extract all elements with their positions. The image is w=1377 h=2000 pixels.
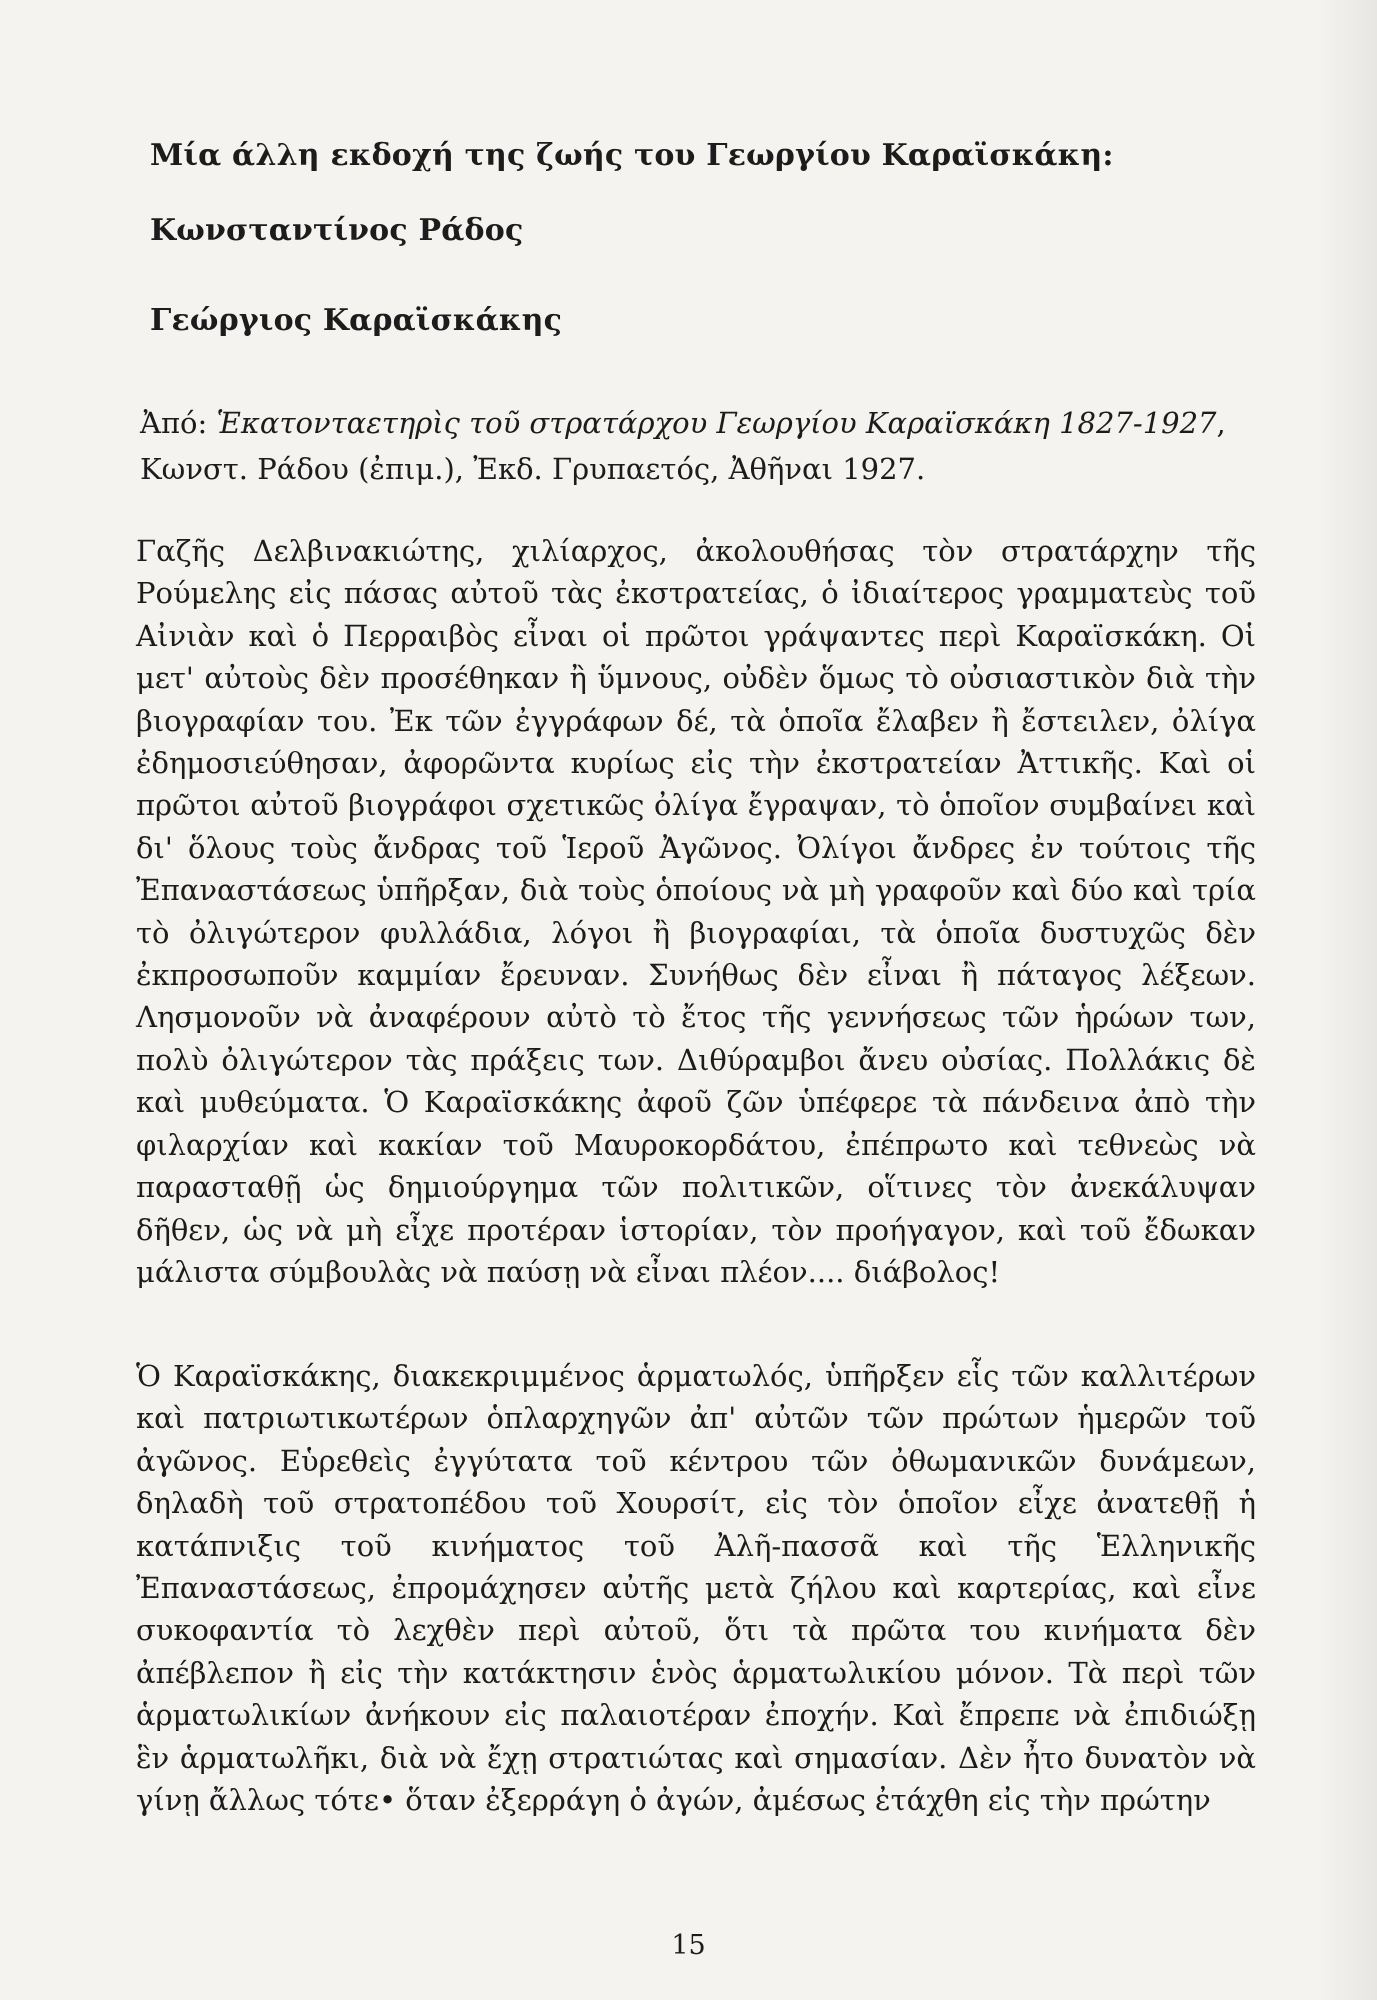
paragraph-2: Ὁ Καραϊσκάκης, διακεκριμμένος ἁρματωλός, ὑπῆρξεν εἷς τῶν καλλιτέρων καὶ πατριωτικωτέρων ὁπλαρχηγῶν ἀπ' αὐτῶν τῶν πρώτων ἡμερῶν τοῦ ἀγῶνος. Εὑρεθεὶς ἐγγύτατα τοῦ κέντρου τῶν ὀθωμανικῶν δυνάμεων, δηλαδὴ τοῦ στρατοπέδου τοῦ Χουρσίτ, εἰς τὸν ὁποῖον εἶχε ἀνατεθῇ ἡ κατάπνιξις τοῦ κινήματος τοῦ Ἀλῆ-πασσᾶ καὶ τῆς Ἑλληνικῆς Ἐπαναστάσεως, ἐπρομάχησεν αὐτῆς μετὰ ζήλου καὶ καρτερίας, καὶ εἶνε συκοφαντία τὸ λεχθὲν περὶ αὐτοῦ, ὅτι τὰ πρῶτα του κινήματα δὲν ἀπέβλεπον ἢ εἰς τὴν κατάκτησιν ἑνὸς ἁρματωλικίου μόνον. Τὰ περὶ τῶν ἁρματωλικίων ἀνήκουν εἰς παλαιοτέραν ἐποχήν. Καὶ ἔπρεπε νὰ ἐπιδιώξῃ ἓν ἁρματωλῆκι, διὰ νὰ ἔχῃ στρατιώτας καὶ σημασίαν. Δὲν ἦτο δυνατὸν νὰ γίνῃ ἄλλως τότε• ὅταν ἐξερράγη ὁ ἀγών, ἀμέσως ἐτάχθη εἰς τὴν πρώτην <box>136 1359 1256 1818</box>
source-book-title: Ἑκατονταετηρὶς τοῦ στρατάρχου Γεωργίου Καραϊσκάκη 1827-1927 <box>216 406 1217 440</box>
page-edge-shadow <box>1317 0 1377 2000</box>
source-citation <box>140 400 1270 492</box>
subject-heading: Γεώργιος Καραϊσκάκης <box>150 303 563 338</box>
source-prefix: Ἀπό: <box>140 406 217 440</box>
author-heading: Κωνσταντίνος Ράδος <box>150 213 524 248</box>
page-number: 15 <box>671 1930 706 1961</box>
paragraph-1: Γαζῆς Δελβινακιώτης, χιλίαρχος, ἀκολουθήσας τὸν στρατάρχην τῆς Ρούμελης εἰς πάσας αὐτοῦ τὰς ἐκστρατείας, ὁ ἰδιαίτερος γραμματεὺς τοῦ Αἰνιὰν καὶ ὁ Περραιβὸς εἶναι οἱ πρῶτοι γράψαντες περὶ Καραϊσκάκη. Οἱ μετ' αὐτοὺς δὲν προσέθηκαν ἢ ὕμνους, οὐδὲν ὅμως τὸ οὐσιαστικὸν διὰ τὴν βιογραφίαν του. Ἐκ τῶν ἐγγράφων δέ, τὰ ὁποῖα ἔλαβεν ἢ ἔστειλεν, ὀλίγα ἐδημοσιεύθησαν, ἀφορῶντα κυρίως εἰς τὴν ἐκστρατείαν Ἀττικῆς. Καὶ οἱ πρῶτοι αὐτοῦ βιογράφοι σχετικῶς ὀλίγα ἔγραψαν, τὸ ὁποῖον συμβαίνει καὶ δι' ὅλους τοὺς ἄνδρας τοῦ Ἱεροῦ Ἀγῶνος. Ὀλίγοι ἄνδρες ἐν τούτοις τῆς Ἐπαναστάσεως ὑπῆρξαν, διὰ τοὺς ὁποίους νὰ μὴ γραφοῦν καὶ δύο καὶ τρία τὸ ὀλιγώτερον φυλλάδια, λόγοι ἢ βιογραφίαι, τὰ ὁποῖα δυστυχῶς δὲν ἐκπροσωποῦν καμμίαν ἔρευναν. Συνήθως δὲν εἶναι ἢ πάταγος λέξεων. Λησμονοῦν νὰ ἀναφέρουν αὐτὸ τὸ ἔτος τῆς γεννήσεως τῶν ἡρώων των, πολὺ ὀλιγώτερον τὰς πράξεις των. Διθύραμβοι ἄνευ οὐσίας. Πολλάκις δὲ καὶ μυθεύματα. Ὁ Καραϊσκάκης ἀφοῦ ζῶν ὑπέφερε τὰ πάνδεινα ἀπὸ τὴν φιλαρχίαν καὶ κακίαν τοῦ Μαυροκορδάτου, ἐπέπρωτο καὶ τεθνεὼς νὰ παρασταθῇ ὡς δημιούργημα τῶν πολιτικῶν, οἵτινες τὸν ἀνεκάλυψαν δῆθεν, ὡς νὰ μὴ εἶχε προτέραν ἱστορίαν, τὸν προήγαγον, καὶ τοῦ ἔδωκαν μάλιστα σύμβουλὰς νὰ παύσῃ νὰ εἶναι πλέον.... διάβολος! <box>136 534 1256 1289</box>
source-details: , Κωνστ. Ράδου (ἐπιμ.), Ἐκδ. Γρυπαετός, Ἀθῆναι 1927. <box>140 406 1226 486</box>
document-title: Μία άλλη εκδοχή της ζωής του Γεωργίου Καραϊσκάκη: <box>150 138 1114 173</box>
